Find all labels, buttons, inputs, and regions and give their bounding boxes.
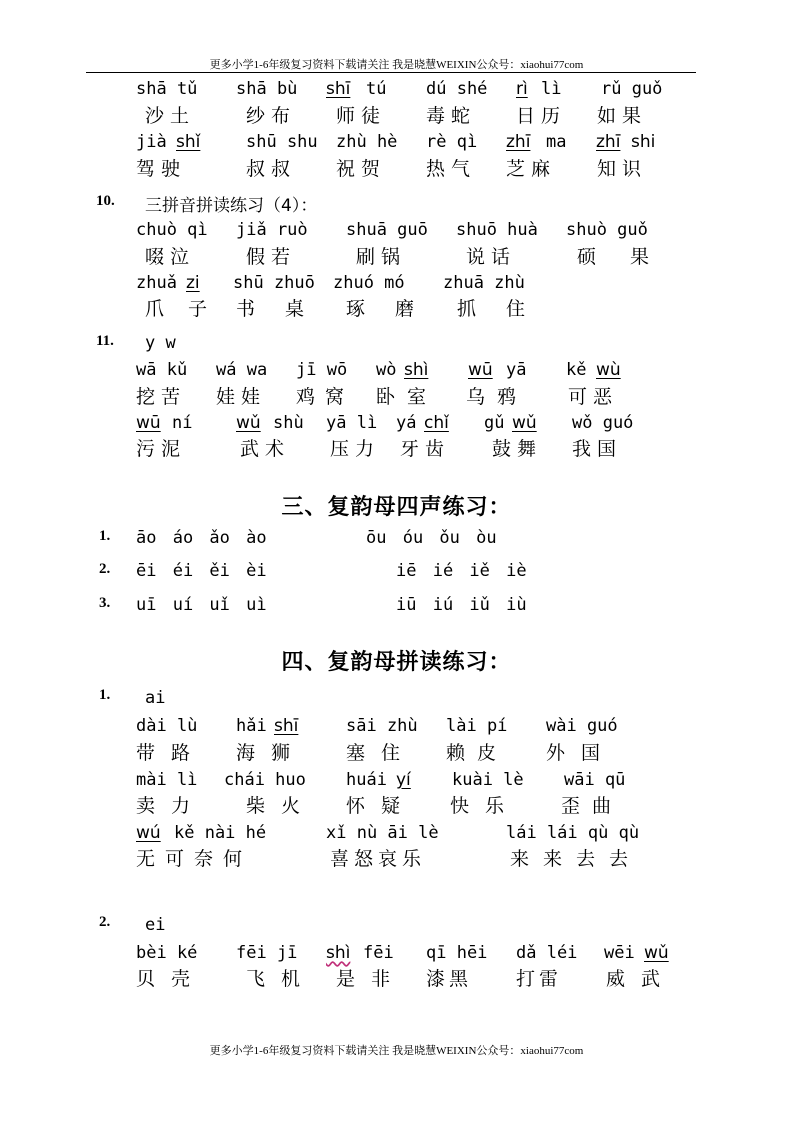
pinyin: kě nài hé	[174, 823, 267, 843]
hanzi: 污泥	[136, 438, 187, 460]
pinyin: yā	[506, 360, 527, 380]
pinyin: fēi	[363, 943, 394, 963]
tone-group: ōu óu ǒu òu	[366, 528, 497, 548]
hanzi: 牙齿	[400, 438, 451, 460]
hanzi: 乌鸦	[466, 386, 529, 408]
header-rule	[86, 72, 696, 73]
pinyin: shuā guō	[346, 220, 428, 240]
pinyin: lái lái qù qù	[506, 823, 640, 843]
hanzi: 快乐	[450, 795, 521, 817]
hanzi: 驾驶	[136, 158, 187, 180]
item-number: 1.	[99, 687, 111, 703]
pinyin: huái	[346, 770, 387, 790]
hanzi: 爪子	[145, 298, 232, 320]
item-number: 2.	[99, 561, 111, 577]
pinyin: dǎ léi	[516, 943, 578, 963]
section-title: 四、复韵母拼读练习：	[281, 650, 512, 675]
hanzi: 如果	[597, 105, 648, 127]
pinyin: kě	[566, 360, 587, 380]
pinyin-underlined: zhī	[596, 132, 621, 152]
hanzi: 纱布	[246, 105, 297, 127]
hanzi: 啜泣	[145, 246, 196, 268]
pinyin-wavy-underlined: shì	[326, 943, 351, 963]
pinyin: ma	[546, 132, 567, 152]
pinyin: wò	[376, 360, 397, 380]
hanzi: 威武	[606, 968, 677, 990]
hanzi: 可恶	[568, 386, 619, 408]
pinyin: chái huo	[224, 770, 306, 790]
tone-group: uī uí uǐ uì	[136, 595, 267, 615]
pinyin: wǒ guó	[572, 413, 634, 433]
pinyin: qī hēi	[426, 943, 488, 963]
hanzi: 书桌	[236, 298, 335, 320]
pinyin-underlined: chǐ	[424, 413, 449, 433]
hanzi: 带路	[136, 742, 207, 764]
hanzi: 鸡窝	[296, 386, 355, 408]
pinyin-underlined: wǔ	[236, 413, 261, 433]
hanzi: 假若	[246, 246, 297, 268]
hanzi: 外国	[546, 742, 617, 764]
hanzi: 卧室	[376, 386, 439, 408]
pinyin: gǔ	[484, 413, 505, 433]
pinyin-underlined: shī	[326, 79, 351, 99]
pinyin: shū zhuō	[233, 273, 315, 293]
pinyin: zhuǎ	[136, 273, 177, 293]
hanzi: 飞机	[246, 968, 317, 990]
hanzi: 怀疑	[346, 795, 417, 817]
pinyin: zhuā zhù	[443, 273, 525, 293]
hanzi: 娃娃	[216, 386, 267, 408]
hanzi: 无可奈何	[136, 848, 253, 870]
hanzi: 祝贺	[336, 158, 387, 180]
pinyin-underlined: zhī	[506, 132, 531, 152]
pinyin-underlined: shī	[274, 716, 299, 736]
pinyin-underlined: wū	[468, 360, 493, 380]
pinyin: wāi qū	[564, 770, 626, 790]
pinyin-underlined: yí	[396, 770, 411, 790]
pinyin: rè qì	[426, 132, 478, 152]
tone-group: ēi éi ěi èi	[136, 561, 267, 581]
item-number: 2.	[99, 914, 111, 930]
pinyin: shi	[631, 132, 656, 152]
pinyin-underlined: rì	[516, 79, 528, 99]
hanzi: 说话	[466, 246, 517, 268]
pinyin: shuò guǒ	[566, 220, 648, 240]
pinyin: dú shé	[426, 79, 488, 99]
hanzi: 师徒	[336, 105, 387, 127]
hanzi: 毒蛇	[426, 105, 477, 127]
pinyin: rǔ guǒ	[601, 79, 663, 99]
page-footer: 更多小学1-6年级复习资料下载请关注 我是晓慧WEIXIN公众号：xiaohui77com	[209, 1045, 584, 1057]
pinyin: lài pí	[446, 716, 508, 736]
tone-group: āo áo ǎo ào	[136, 528, 267, 548]
hanzi: 柴火	[246, 795, 317, 817]
hanzi: 赖皮	[446, 742, 509, 764]
pinyin: zhuó mó	[333, 273, 405, 293]
pinyin-underlined: shì	[404, 360, 429, 380]
hanzi: 武术	[240, 438, 291, 460]
hanzi: 知识	[597, 158, 648, 180]
pinyin-underlined: shǐ	[176, 132, 201, 152]
pinyin-underlined: wú	[136, 823, 161, 843]
pinyin: zhù hè	[336, 132, 398, 152]
pinyin: jī wō	[296, 360, 348, 380]
pinyin: bèi ké	[136, 943, 198, 963]
pinyin: jià	[136, 132, 167, 152]
hanzi: 叔叔	[246, 158, 297, 180]
pinyin: dài lù	[136, 716, 198, 736]
hanzi: 刷锅	[356, 246, 407, 268]
item-label: ai	[145, 688, 166, 708]
pinyin: chuò qì	[136, 220, 208, 240]
hanzi: 沙土	[145, 105, 196, 127]
pinyin: hǎi	[236, 716, 267, 736]
hanzi: 歪曲	[561, 795, 624, 817]
tone-group: iū iú iǔ iù	[396, 595, 527, 615]
item-number: 11.	[96, 333, 114, 349]
hanzi: 卖力	[136, 795, 207, 817]
item-number: 10.	[96, 193, 115, 209]
pinyin: shā tǔ	[136, 79, 198, 99]
hanzi: 抓住	[457, 298, 556, 320]
hanzi: 日历	[516, 105, 567, 127]
pinyin: yā lì	[326, 413, 378, 433]
page-header: 更多小学1-6年级复习资料下载请关注 我是晓慧WEIXIN公众号：xiaohui77com	[209, 59, 584, 71]
hanzi: 我国	[572, 438, 623, 460]
pinyin-underlined: wǔ	[644, 943, 669, 963]
hanzi: 挖苦	[136, 386, 187, 408]
item-title: y w	[145, 333, 176, 353]
hanzi: 塞住	[346, 742, 417, 764]
hanzi: 喜怒哀乐	[330, 848, 427, 870]
pinyin-underlined: zi	[186, 273, 200, 293]
hanzi: 打雷	[516, 968, 563, 990]
pinyin-underlined: wū	[136, 413, 161, 433]
pinyin: kuài lè	[452, 770, 524, 790]
hanzi: 琢磨	[346, 298, 445, 320]
hanzi: 是非	[336, 968, 407, 990]
pinyin: lì	[541, 79, 562, 99]
hanzi: 海狮	[236, 742, 307, 764]
pinyin: wā kǔ	[136, 360, 188, 380]
hanzi: 来来去去	[510, 848, 643, 870]
hanzi: 漆黑	[426, 968, 473, 990]
pinyin: shū shu	[246, 132, 318, 152]
hanzi: 贝壳	[136, 968, 207, 990]
item-title: 三拼音拼读练习（4）：	[145, 196, 318, 216]
item-label: ei	[145, 915, 166, 935]
pinyin: wēi	[604, 943, 635, 963]
hanzi: 芝麻	[506, 158, 557, 180]
pinyin: yá	[396, 413, 417, 433]
hanzi: 压力	[330, 438, 381, 460]
pinyin: jiǎ ruò	[236, 220, 308, 240]
pinyin: shù	[273, 413, 304, 433]
item-number: 3.	[99, 595, 111, 611]
pinyin: wá wa	[216, 360, 268, 380]
pinyin: shuō huà	[456, 220, 538, 240]
pinyin: xǐ nù āi lè	[326, 823, 439, 843]
pinyin: ní	[172, 413, 193, 433]
item-number: 1.	[99, 528, 111, 544]
hanzi: 热气	[426, 158, 477, 180]
pinyin: mài lì	[136, 770, 198, 790]
pinyin: shā bù	[236, 79, 298, 99]
section-title: 三、复韵母四声练习：	[281, 495, 512, 520]
pinyin-underlined: wù	[596, 360, 621, 380]
hanzi: 硕果	[577, 246, 684, 268]
pinyin: sāi zhù	[346, 716, 418, 736]
pinyin: wài guó	[546, 716, 618, 736]
pinyin: tú	[366, 79, 387, 99]
pinyin: fēi jī	[236, 943, 298, 963]
hanzi: 鼓舞	[492, 438, 543, 460]
pinyin-underlined: wǔ	[512, 413, 537, 433]
tone-group: iē ié iě iè	[396, 561, 527, 581]
